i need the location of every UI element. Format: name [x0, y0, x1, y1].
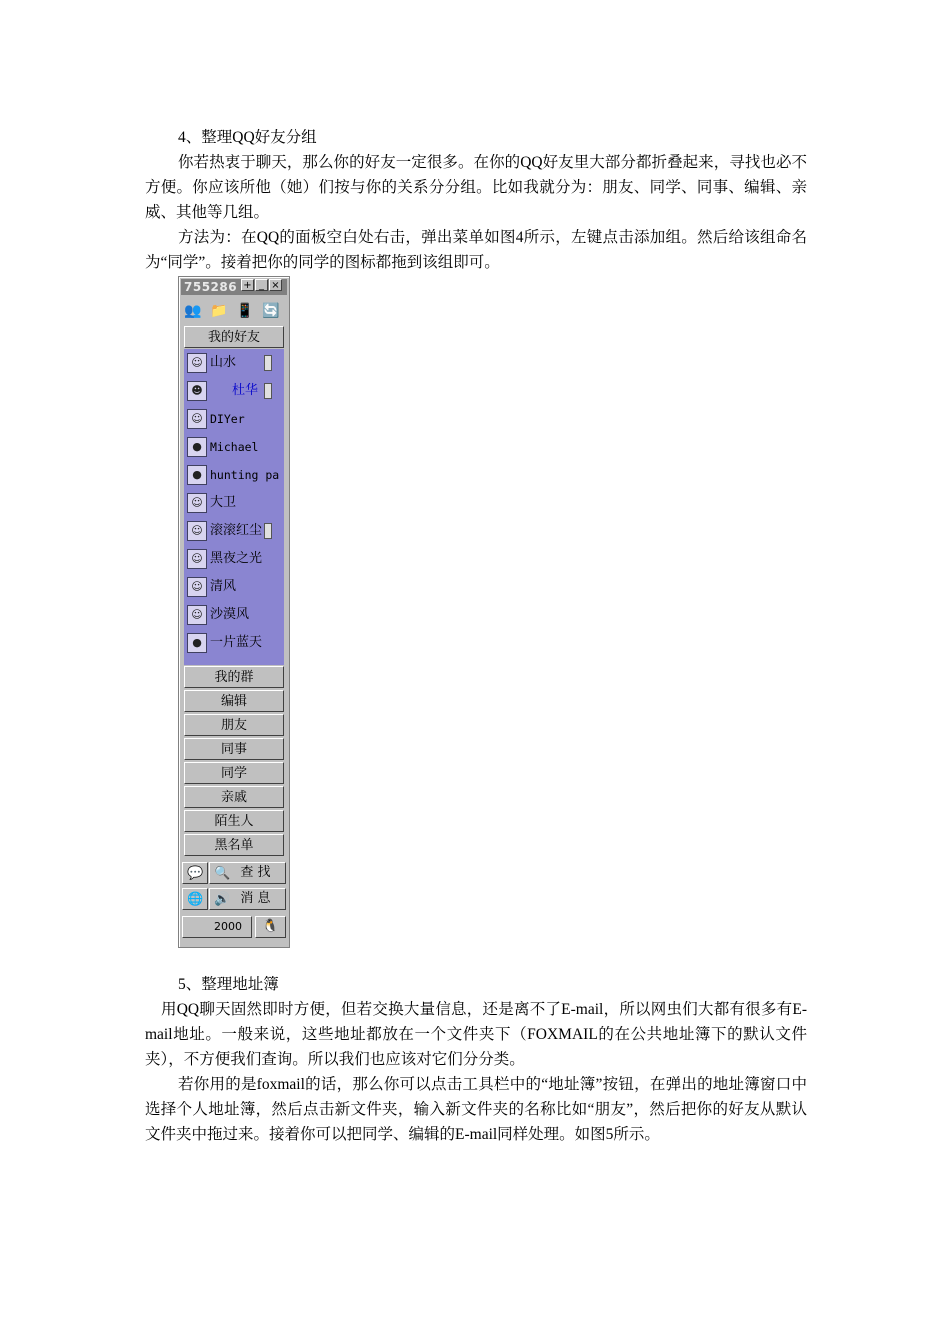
section-4-paragraph-1: 你若热衷于聊天，那么你的好友一定很多。在你的QQ好友里大部分都折叠起来，寻找也必不方便。你应该所他（她）们按与你的关系分分组。比如我就分为：朋友、同学、同事、编辑、亲威、其他等几组。 [145, 154, 807, 221]
message-label: 消 息 [240, 891, 271, 906]
version-label: 2000 [214, 920, 242, 933]
group-colleagues[interactable]: 同事 [184, 738, 284, 760]
chat-bubble-icon: 💬 [187, 866, 204, 881]
penguin-avatar-icon: ● [187, 465, 207, 485]
avatar-icon: ☺ [187, 521, 207, 541]
group-my-groups[interactable]: 我的群 [184, 666, 284, 688]
friend-name: 山水 [210, 355, 237, 370]
friend-item[interactable] [184, 433, 284, 461]
friend-item[interactable] [184, 349, 284, 377]
avatar-icon: ☺ [187, 605, 207, 625]
friend-name: 沙漠风 [210, 607, 250, 622]
avatar-icon: ☺ [187, 409, 207, 429]
group-my-friends[interactable]: 我的好友 [184, 326, 284, 348]
friend-name: 黑夜之光 [210, 551, 263, 566]
message-button[interactable] [209, 888, 286, 910]
group-strangers[interactable]: 陌生人 [184, 810, 284, 832]
section-4-heading: 4、整理QQ好友分组 [178, 129, 317, 146]
group-blacklist[interactable]: 黑名单 [184, 834, 284, 856]
search-icon: 🔍 [214, 866, 231, 881]
avatar-icon: ☺ [187, 577, 207, 597]
qq-toolbar [182, 300, 286, 322]
find-button[interactable] [209, 862, 286, 884]
refresh-icon[interactable]: 🔄 [262, 303, 280, 319]
penguin-status-icon: 🐧 [262, 919, 279, 934]
avatar-icon: ☺ [187, 549, 207, 569]
friend-name: 清风 [210, 579, 237, 594]
friend-name: 大卫 [210, 495, 237, 510]
friend-name: DIYer [210, 412, 245, 426]
group-classmates[interactable]: 同学 [184, 762, 284, 784]
minimize-button[interactable]: _ [255, 279, 268, 291]
close-button[interactable]: × [269, 279, 282, 291]
friend-item[interactable] [184, 461, 284, 489]
section-5-paragraph-1: 用QQ聊天固然即时方便，但若交换大量信息，还是离不了E-mail，所以网虫们大都有很多有E-mail地址。一般来说，这些地址都放在一个文件夹下（FOXMAIL的在公共地址簿下的默认文件夹），不方便我们查询。所以我们也应该对它们分分类。 [145, 1001, 807, 1068]
friend-item[interactable] [184, 377, 284, 405]
friend-name: 一片蓝天 [210, 635, 263, 650]
avatar-icon: ☺ [187, 353, 207, 373]
friend-name: 杜华 [232, 383, 259, 398]
qq-panel-window [178, 276, 290, 948]
friend-name: 滚滚红尘 [210, 523, 263, 538]
chat-button[interactable] [182, 862, 208, 884]
avatar-icon: ☻ [187, 381, 207, 401]
avatar-icon: ☺ [187, 493, 207, 513]
qq-menu-button[interactable] [182, 916, 252, 938]
folder-icon[interactable]: 📁 [210, 303, 228, 319]
friend-item[interactable] [184, 629, 284, 657]
users-icon[interactable]: 👥 [184, 303, 202, 319]
friend-list [184, 349, 284, 665]
browser-icon: 🌐 [187, 892, 204, 907]
section-4-paragraph-2: 方法为：在QQ的面板空白处右击，弹出菜单如图4所示，左键点击添加组。然后给该组命名为“同学”。接着把你的同学的图标都拖到该组即可。 [145, 229, 807, 271]
penguin-avatar-icon: ● [187, 633, 207, 653]
group-editors[interactable]: 编辑 [184, 690, 284, 712]
mobile-phone-icon[interactable]: 📱 [236, 303, 254, 319]
mobile-phone-icon [264, 523, 272, 539]
friend-item[interactable] [184, 545, 284, 573]
group-friends[interactable]: 朋友 [184, 714, 284, 736]
status-button[interactable] [255, 916, 286, 938]
browser-button[interactable] [182, 888, 208, 910]
section-5-heading: 5、整理地址簿 [178, 976, 279, 993]
find-label: 查 找 [240, 865, 271, 880]
qq-number: 755286 [184, 280, 238, 294]
friend-name: hunting pa [210, 468, 280, 482]
friend-name: Michael [210, 440, 259, 454]
speaker-icon: 🔊 [214, 892, 231, 907]
friend-item[interactable] [184, 405, 284, 433]
section-5-paragraph-2: 若你用的是foxmail的话，那么你可以点击工具栏中的“地址簿”按钮，在弹出的地址簿窗口中选择个人地址簿，然后点击新文件夹，输入新文件夹的名称比如“朋友”，然后把你的好友从默认文件夹中拖过来。接着你可以把同学、编辑的E-mail同样处理。如图5所示。 [145, 1076, 807, 1143]
friend-item[interactable] [184, 517, 284, 545]
friend-item[interactable] [184, 489, 284, 517]
friend-item[interactable] [184, 573, 284, 601]
friend-item[interactable] [184, 601, 284, 629]
mobile-phone-icon [264, 383, 272, 399]
mobile-phone-icon [264, 355, 272, 371]
penguin-avatar-icon: ● [187, 437, 207, 457]
group-relatives[interactable]: 亲戚 [184, 786, 284, 808]
add-button[interactable]: + [241, 279, 254, 291]
